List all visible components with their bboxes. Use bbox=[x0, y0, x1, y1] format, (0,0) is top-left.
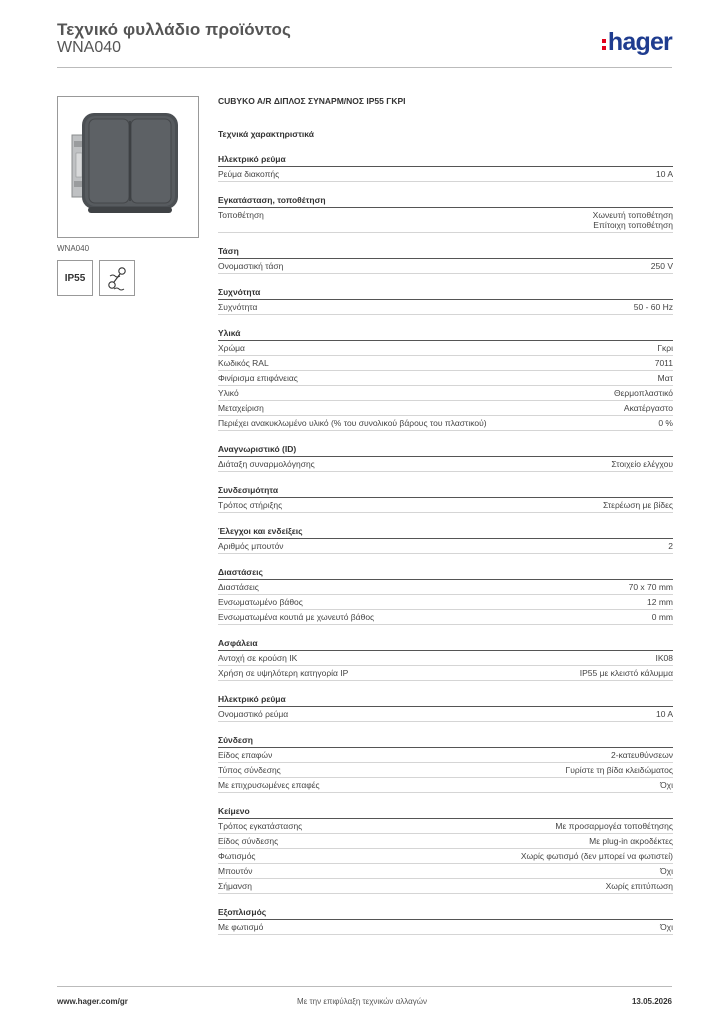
footer-disclaimer: Με την επιφύλαξη τεχνικών αλλαγών bbox=[297, 997, 427, 1006]
spec-value bbox=[657, 343, 673, 353]
spec-value bbox=[660, 866, 673, 876]
spec-section bbox=[218, 638, 673, 681]
spec-value-line: 7011 bbox=[654, 358, 673, 368]
spec-label: Σήμανση bbox=[218, 881, 253, 891]
spec-value bbox=[656, 653, 674, 663]
spec-section bbox=[218, 328, 673, 431]
spec-value bbox=[647, 597, 673, 607]
ip55-badge bbox=[57, 260, 93, 296]
spec-label: Συχνότητα bbox=[218, 302, 258, 312]
spec-value bbox=[611, 459, 673, 469]
document-title: Τεχνικό φυλλάδιο προϊόντος bbox=[57, 20, 291, 39]
badge-row bbox=[57, 260, 135, 296]
spec-row bbox=[218, 371, 673, 386]
spec-value bbox=[555, 821, 673, 831]
ip55-badge-label: IP55 bbox=[64, 272, 86, 284]
spec-value bbox=[614, 388, 673, 398]
spec-value bbox=[655, 358, 673, 368]
spec-sections bbox=[218, 154, 673, 935]
section-title: Υλικά bbox=[218, 328, 673, 341]
spec-label: Ονομαστική τάση bbox=[218, 261, 284, 271]
spec-value bbox=[656, 709, 673, 719]
spec-row bbox=[218, 778, 673, 793]
spec-value bbox=[593, 210, 673, 230]
spec-row bbox=[218, 386, 673, 401]
spec-section bbox=[218, 907, 673, 935]
section-title: Σύνδεση bbox=[218, 735, 673, 748]
spec-row bbox=[218, 341, 673, 356]
header-divider bbox=[57, 67, 672, 68]
spec-label: Μεταχείριση bbox=[218, 403, 264, 413]
spec-row bbox=[218, 864, 673, 879]
spec-label: Αντοχή σε κρούση IK bbox=[218, 653, 298, 663]
spec-label: Μπουτόν bbox=[218, 866, 253, 876]
section-title: Ασφάλεια bbox=[218, 638, 673, 651]
spec-value-line: Με plug-in ακροδέκτες bbox=[589, 836, 673, 846]
section-title: Εξοπλισμός bbox=[218, 907, 673, 920]
spec-row bbox=[218, 610, 673, 625]
spec-value-line: Ματ bbox=[657, 373, 673, 383]
hager-logo bbox=[602, 30, 672, 55]
spec-label: Ρεύμα διακοπής bbox=[218, 169, 280, 179]
spec-value bbox=[658, 373, 673, 383]
spec-value-line: Χωνευτή τοποθέτηση bbox=[592, 210, 673, 220]
spec-value-line: 10 A bbox=[655, 169, 673, 179]
spec-row bbox=[218, 920, 673, 935]
spec-value-line: Γυρίστε τη βίδα κλειδώματος bbox=[565, 765, 673, 775]
spec-value bbox=[611, 750, 673, 760]
spec-value bbox=[580, 668, 673, 678]
spec-value-line: IK08 bbox=[655, 653, 673, 663]
spec-label: Τοποθέτηση bbox=[218, 210, 264, 220]
spec-value-line: 70 x 70 mm bbox=[628, 582, 673, 592]
product-image bbox=[57, 96, 199, 238]
footer-divider bbox=[57, 986, 672, 987]
section-title: Συχνότητα bbox=[218, 287, 673, 300]
spec-section bbox=[218, 694, 673, 722]
spec-value-line: 10 A bbox=[655, 709, 673, 719]
spec-section bbox=[218, 567, 673, 625]
spec-value-line: Όχι bbox=[660, 780, 673, 790]
spec-label: Κωδικός RAL bbox=[218, 358, 269, 368]
spec-label: Ενσωματωμένα κουτιά με χωνευτό βάθος bbox=[218, 612, 375, 622]
spec-label: Φινίρισμα επιφάνειας bbox=[218, 373, 298, 383]
spec-row bbox=[218, 666, 673, 681]
spec-value-line: Θερμοπλαστικό bbox=[613, 388, 673, 398]
spec-value bbox=[566, 765, 673, 775]
spec-row bbox=[218, 748, 673, 763]
image-caption: WNA040 bbox=[57, 244, 90, 253]
spec-value-line: 50 - 60 Hz bbox=[633, 302, 673, 312]
section-title: Τάση bbox=[218, 246, 673, 259]
spec-value bbox=[521, 851, 673, 861]
spec-section bbox=[218, 195, 673, 233]
spec-value-line: 0 mm bbox=[651, 612, 673, 622]
spec-value bbox=[658, 418, 673, 428]
product-description: CUBYKO A/R ΔΙΠΛΟΣ ΣΥΝΑΡΜ/ΝΟΣ IP55 ΓΚΡΙ bbox=[218, 96, 406, 106]
spec-row bbox=[218, 498, 673, 513]
specifications bbox=[218, 96, 673, 948]
spec-value-line: Με προσαρμογέα τοποθέτησης bbox=[555, 821, 673, 831]
spec-section bbox=[218, 806, 673, 894]
spec-label: Διάταξη συναρμολόγησης bbox=[218, 459, 315, 469]
spec-row bbox=[218, 401, 673, 416]
spec-value-line: 12 mm bbox=[647, 597, 673, 607]
spec-section bbox=[218, 444, 673, 472]
section-title: Ηλεκτρικό ρεύμα bbox=[218, 694, 673, 707]
spec-value-line: Επίτοιχη τοποθέτηση bbox=[593, 220, 673, 230]
spec-section bbox=[218, 287, 673, 315]
spec-value-line: 0 % bbox=[658, 418, 673, 428]
spec-row bbox=[218, 208, 673, 233]
spec-label: Με επιχρυσωμένες επαφές bbox=[218, 780, 320, 790]
section-title: Διαστάσεις bbox=[218, 567, 673, 580]
spec-value-line: Ακατέργαστο bbox=[623, 403, 673, 413]
spec-label: Τρόπος στήριξης bbox=[218, 500, 283, 510]
spec-value-line: Χωρίς επιτύπωση bbox=[605, 881, 673, 891]
spec-row bbox=[218, 457, 673, 472]
spec-row bbox=[218, 259, 673, 274]
spec-label: Με φωτισμό bbox=[218, 922, 264, 932]
spec-section bbox=[218, 154, 673, 182]
spec-value-line: 250 V bbox=[650, 261, 673, 271]
spec-value bbox=[603, 500, 673, 510]
spec-label: Φωτισμός bbox=[218, 851, 256, 861]
spec-value bbox=[668, 541, 673, 551]
spec-label: Τρόπος εγκατάστασης bbox=[218, 821, 303, 831]
spec-label: Περιέχει ανακυκλωμένο υλικό (% του συνολικού βάρους του πλαστικού) bbox=[218, 418, 487, 428]
spec-value bbox=[656, 169, 673, 179]
spec-label: Χρώμα bbox=[218, 343, 245, 353]
spec-value-line: Χωρίς φωτισμό (δεν μπορεί να φωτιστεί) bbox=[520, 851, 673, 861]
product-code: WNA040 bbox=[57, 39, 122, 56]
spec-row bbox=[218, 763, 673, 778]
spec-section bbox=[218, 246, 673, 274]
spec-value bbox=[634, 302, 673, 312]
spec-value bbox=[652, 612, 673, 622]
spec-label: Χρήση σε υψηλότερη κατηγορία IP bbox=[218, 668, 349, 678]
spec-value bbox=[660, 922, 673, 932]
spec-row bbox=[218, 879, 673, 894]
spec-row bbox=[218, 416, 673, 431]
spec-value bbox=[606, 881, 673, 891]
spec-value-line: 2 bbox=[668, 541, 673, 551]
spec-row bbox=[218, 707, 673, 722]
spec-label: Ενσωματωμένο βάθος bbox=[218, 597, 303, 607]
spec-row bbox=[218, 595, 673, 610]
spec-label: Τύπος σύνδεσης bbox=[218, 765, 281, 775]
spec-row bbox=[218, 651, 673, 666]
spec-section bbox=[218, 485, 673, 513]
section-title: Έλεγχοι και ενδείξεις bbox=[218, 526, 673, 539]
spec-value-line: Στερέωση με βίδες bbox=[602, 500, 673, 510]
logo-text: hager bbox=[607, 28, 672, 56]
spec-label: Είδος σύνδεσης bbox=[218, 836, 279, 846]
footer-date: 13.05.2026 bbox=[631, 997, 672, 1006]
spec-value bbox=[624, 403, 673, 413]
spec-value-line: 2-κατευθύνσεων bbox=[611, 750, 673, 760]
section-title: Συνδεσιμότητα bbox=[218, 485, 673, 498]
logo-dots bbox=[602, 39, 606, 50]
spec-row bbox=[218, 834, 673, 849]
spec-value bbox=[629, 582, 673, 592]
screw-terminal-icon bbox=[99, 260, 135, 296]
spec-value-line: Όχι bbox=[660, 866, 673, 876]
spec-value bbox=[589, 836, 673, 846]
footer-website[interactable]: www.hager.com/gr bbox=[57, 997, 128, 1006]
spec-value-line: Στοιχείο ελέγχου bbox=[611, 459, 673, 469]
spec-row bbox=[218, 819, 673, 834]
spec-row bbox=[218, 300, 673, 315]
spec-value bbox=[660, 780, 673, 790]
spec-value-line: Όχι bbox=[660, 922, 673, 932]
spec-row bbox=[218, 356, 673, 371]
section-title: Κείμενο bbox=[218, 806, 673, 819]
spec-value-line: Γκρι bbox=[657, 343, 673, 353]
spec-section bbox=[218, 526, 673, 554]
spec-row bbox=[218, 580, 673, 595]
section-title: Αναγνωριστικό (ID) bbox=[218, 444, 673, 457]
spec-label: Διαστάσεις bbox=[218, 582, 259, 592]
spec-value-line: IP55 με κλειστό κάλυμμα bbox=[579, 668, 673, 678]
spec-section bbox=[218, 735, 673, 793]
spec-row bbox=[218, 167, 673, 182]
spec-row bbox=[218, 539, 673, 554]
spec-label: Είδος επαφών bbox=[218, 750, 273, 760]
spec-label: Αριθμός μπουτόν bbox=[218, 541, 284, 551]
section-title: Ηλεκτρικό ρεύμα bbox=[218, 154, 673, 167]
spec-value bbox=[651, 261, 673, 271]
technical-characteristics-title: Τεχνικά χαρακτηριστικά bbox=[218, 129, 314, 139]
spec-label: Υλικό bbox=[218, 388, 239, 398]
section-title: Εγκατάσταση, τοποθέτηση bbox=[218, 195, 673, 208]
spec-row bbox=[218, 849, 673, 864]
spec-label: Ονομαστικό ρεύμα bbox=[218, 709, 289, 719]
